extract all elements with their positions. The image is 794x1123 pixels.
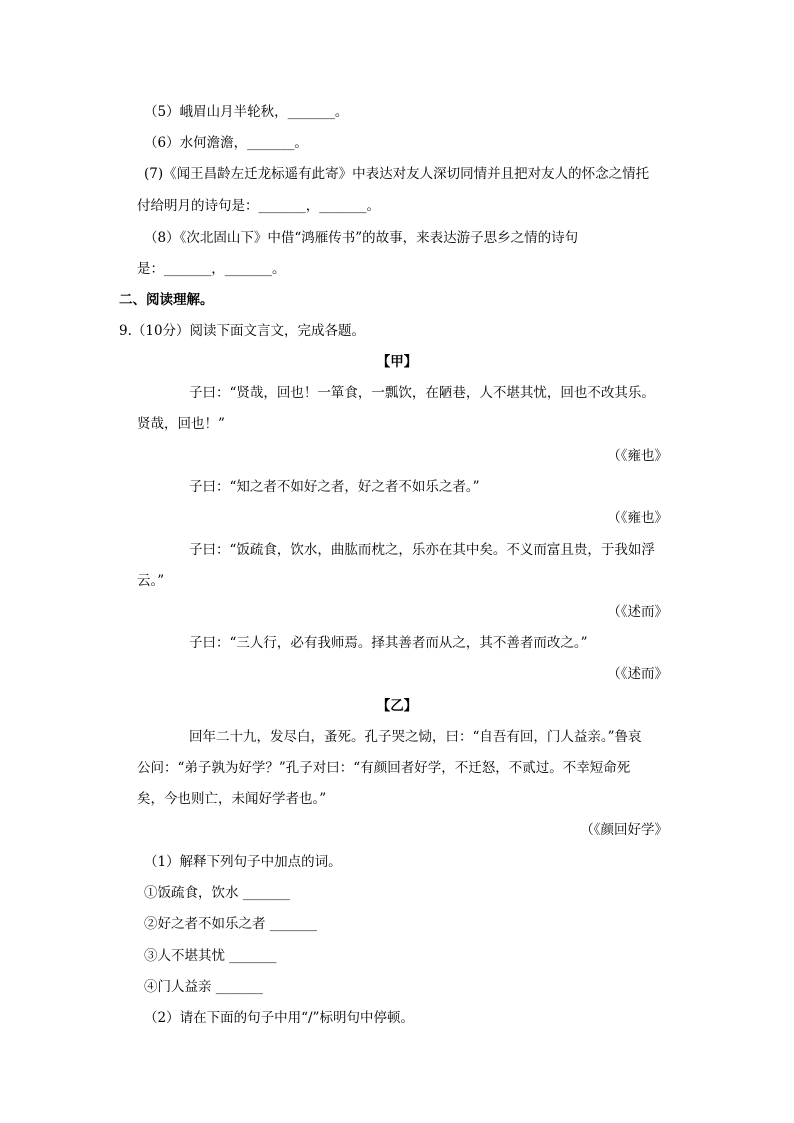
jia-para-3-line1: 子曰：“饭疏食，饮水，曲肱而枕之，乐亦在其中矣。不义而富且贵，于我如浮 [189, 542, 655, 558]
question-5: （5）峨眉山月半轮秋，_______。 [144, 104, 349, 120]
question-6: （6）水何澹澹，_______。 [144, 135, 308, 151]
jia-para-4: 子曰：“三人行，必有我师焉。择其善者而从之，其不善者而改之。” [189, 635, 588, 651]
yi-source: （《颜回好学》 [580, 822, 668, 838]
yi-para-line1: 回年二十九，发尽白，蚤死。孔子哭之恸，曰：“自吾有回，门人益亲。”鲁哀 [189, 729, 642, 745]
question-8-line1: （8）《次北固山下》中借“鸿雁传书”的故事，来表达游子思乡之情的诗句 [144, 230, 579, 246]
section-title: 二、阅读理解。 [119, 292, 214, 308]
jia-para-2: 子曰：“知之者不如好之者，好之者不如乐之者。” [189, 479, 480, 495]
jia-source-3: （《述而》 [607, 604, 668, 620]
question-7-line2: 付给明月的诗句是：_______，_______。 [137, 198, 380, 214]
jia-source-4: （《述而》 [607, 666, 668, 682]
question-9-intro: 9.（10分）阅读下面文言文，完成各题。 [119, 323, 366, 339]
jia-source-2: （《雍也》 [607, 510, 668, 526]
sub-question-2: （2）请在下面的句子中用“/”标明句中停顿。 [144, 1010, 414, 1026]
jia-para-1-line1: 子曰：“贤哉，回也！一箪食，一瓢饮，在陋巷，人不堪其忧，回也不改其乐。 [189, 385, 655, 401]
yi-para-line2: 公问：“弟子孰为好学？”孔子对曰：“有颜回者好学，不迁怒，不贰过。不幸短命死 [137, 760, 631, 776]
passage-jia-header: 【甲】 [376, 354, 418, 370]
jia-para-3-line2: 云。” [137, 573, 165, 589]
question-7-line1: (7)《闻王昌龄左迁龙标遥有此寄》中表达对友人深切同情并且把对友人的怀念之情托 [144, 166, 650, 182]
word-item-4: ④门人益亲 _______ [144, 979, 264, 995]
jia-source-1: （《雍也》 [607, 448, 668, 464]
word-item-1: ①饭疏食，饮水 _______ [144, 885, 291, 901]
question-8-line2: 是：_______，_______。 [137, 261, 286, 277]
word-item-3: ③人不堪其忧 _______ [144, 948, 277, 964]
passage-yi-header: 【乙】 [376, 698, 418, 714]
sub-question-1: （1）解释下列句子中加点的词。 [144, 854, 342, 870]
word-item-2: ②好之者不如乐之者 _______ [144, 916, 318, 932]
jia-para-1-line2: 贤哉，回也！” [137, 416, 225, 432]
yi-para-line3: 矣，今也则亡，未闻好学者也。” [137, 791, 327, 807]
